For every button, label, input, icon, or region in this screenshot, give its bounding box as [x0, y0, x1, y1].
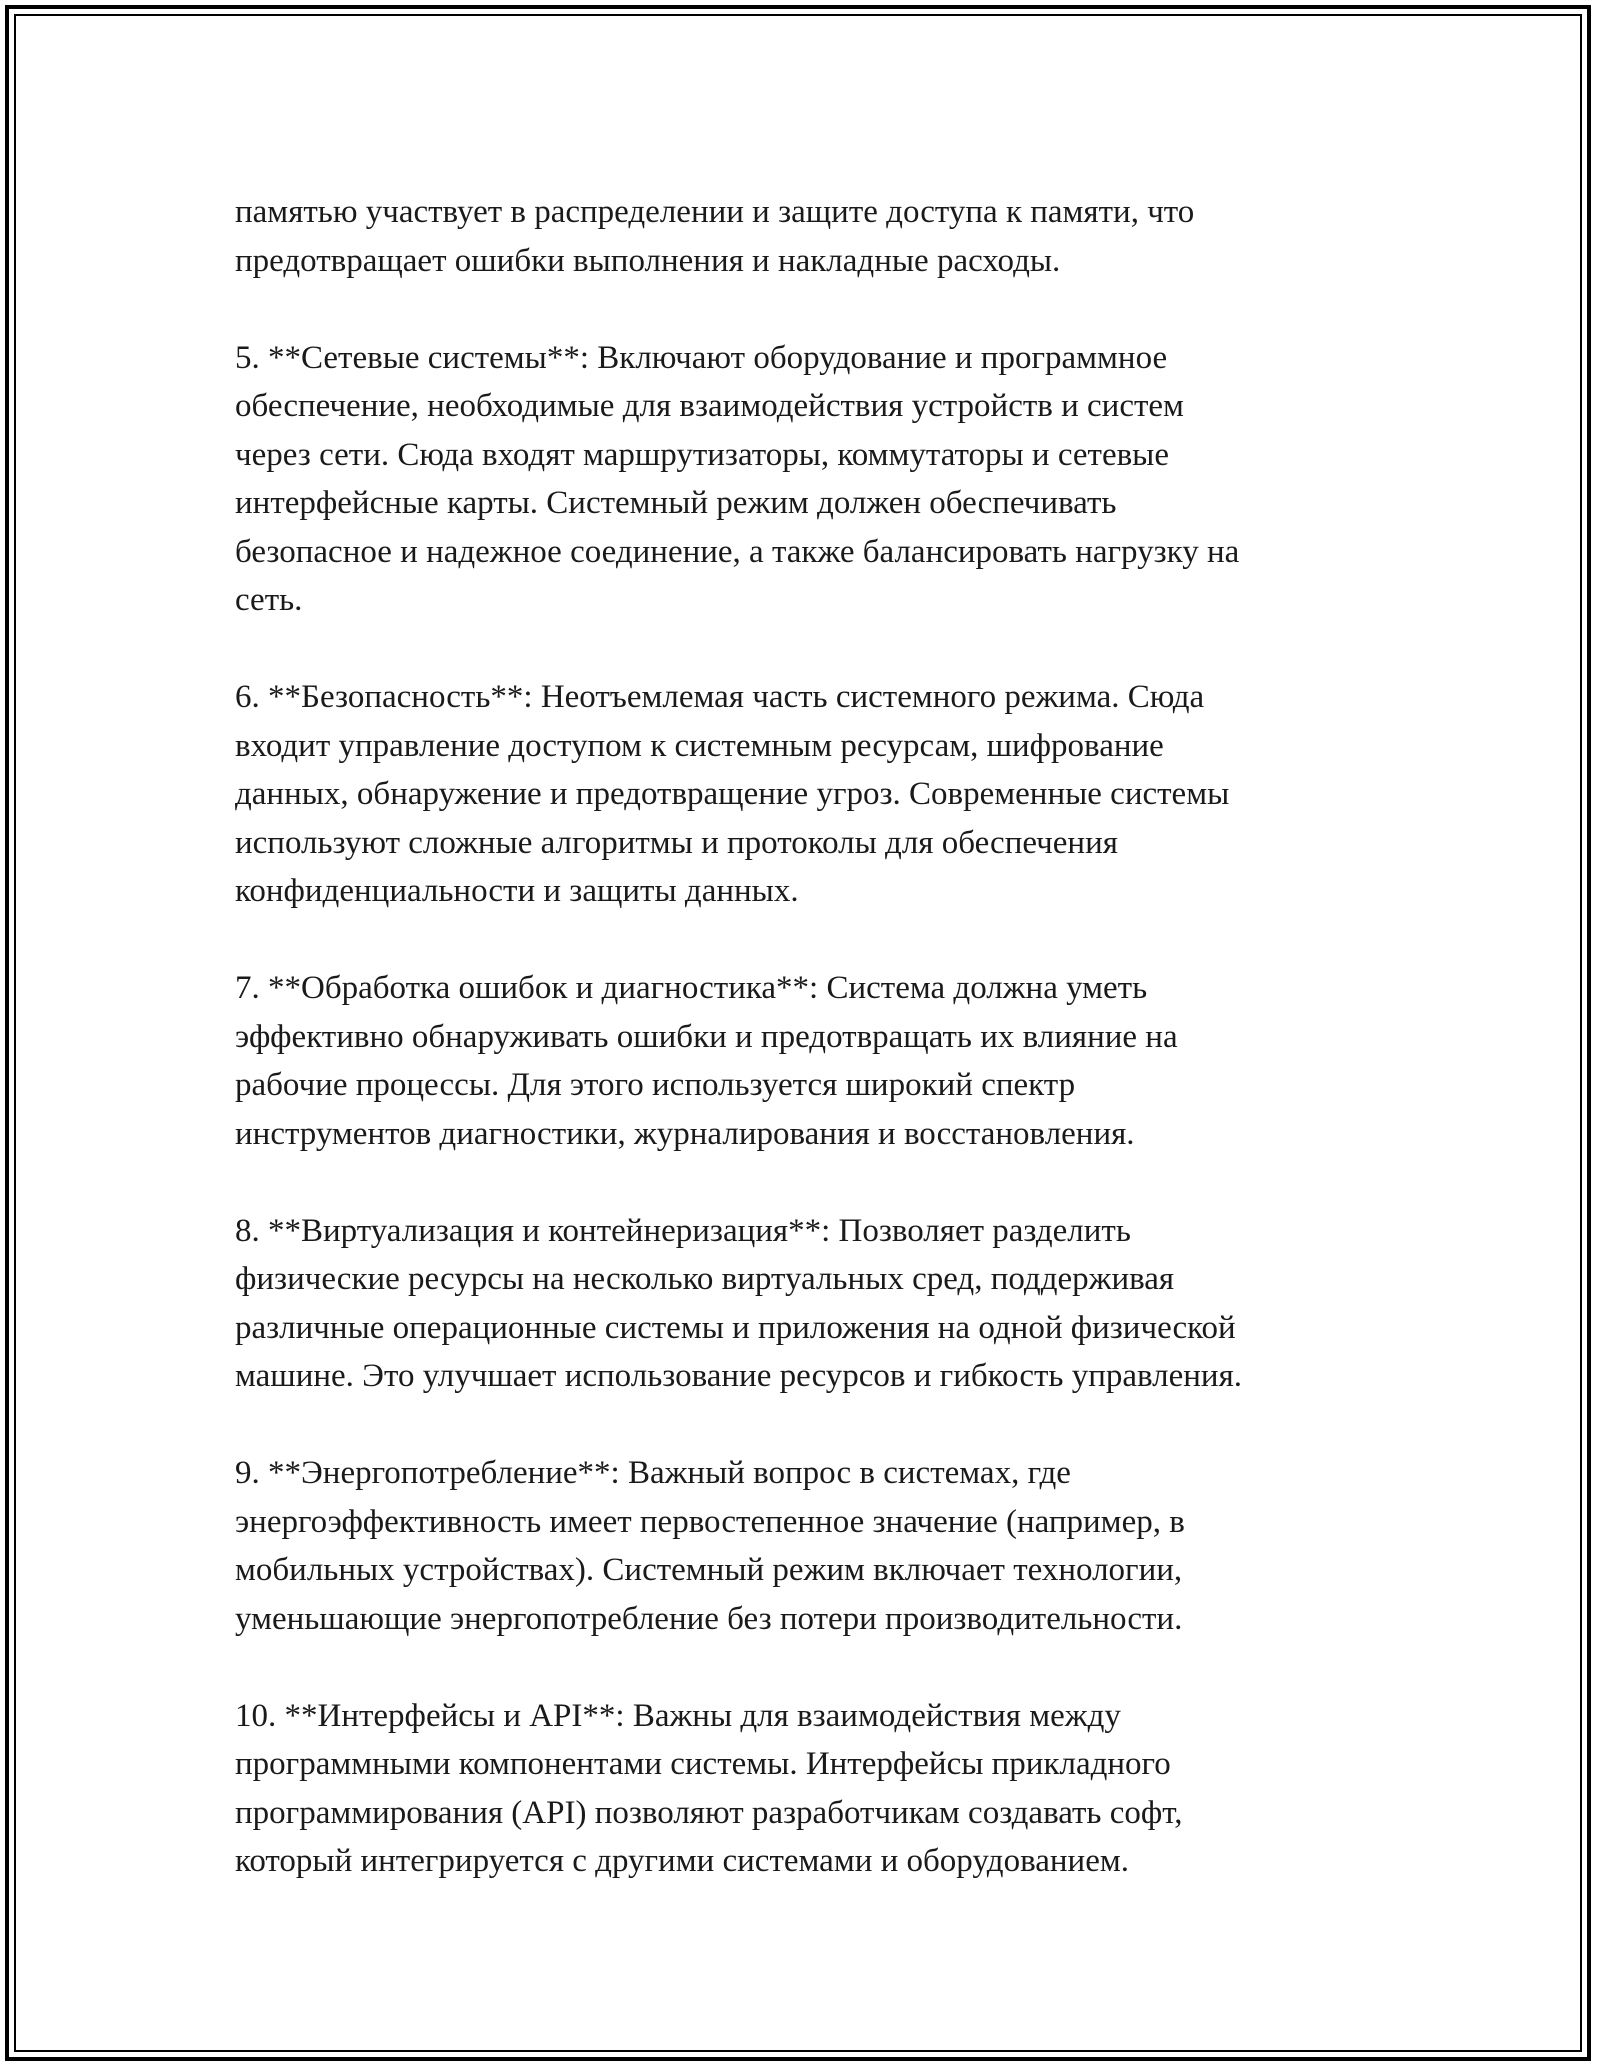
text-line: 6. **Безопасность**: Неотъемлемая часть системного режима. Сюда: [235, 679, 1205, 715]
text-line: энергоэффективность имеет первостепенное значение (например, в: [235, 1503, 1185, 1540]
paragraph-memory-continuation: [235, 188, 1375, 285]
text-line: 10. **Интерфейсы и API**: Важны для взаимодействия между: [235, 1697, 1121, 1734]
paragraph-item-8-virtualization: [235, 1207, 1375, 1401]
text-line: 5. **Сетевые системы**: Включают оборудование и программное: [235, 339, 1168, 376]
paragraph-item-6-security: [235, 673, 1375, 916]
text-line: 8. **Виртуализация и контейнеризация**: Позволяет разделить: [235, 1212, 1131, 1249]
text-line: программирования (API) позволяют разработчикам создавать софт,: [235, 1794, 1183, 1831]
text-line: рабочие процессы. Для этого используется широкий спектр: [235, 1067, 1076, 1103]
paragraph-item-10-api: [235, 1692, 1375, 1886]
paragraph-item-5-network: [235, 334, 1375, 625]
text-line: через сети. Сюда входят маршрутизаторы, коммутаторы и сетевые: [235, 436, 1169, 473]
text-line: машине. Это улучшает использование ресурсов и гибкость управления.: [235, 1358, 1243, 1394]
text-line: интерфейсные карты. Системный режим должен обеспечивать: [235, 485, 1117, 521]
text-line: физические ресурсы на несколько виртуальных сред, поддерживая: [235, 1261, 1175, 1297]
text-line: который интегрируется с другими системами и оборудованием.: [235, 1843, 1129, 1879]
text-line: памятью участвует в распределении и защите доступа к памяти, что: [235, 194, 1195, 230]
text-line: предотвращает ошибки выполнения и накладные расходы.: [235, 242, 1061, 279]
text-line: различные операционные системы и приложения на одной физической: [235, 1309, 1236, 1346]
text-line: инструментов диагностики, журналирования и восстановления.: [235, 1115, 1135, 1152]
document-body: [235, 188, 1375, 1934]
text-line: безопасное и надежное соединение, а также балансировать нагрузку на: [235, 533, 1240, 570]
text-line: обеспечение, необходимые для взаимодействия устройств и систем: [235, 388, 1184, 424]
paragraph-item-7-errors: [235, 964, 1375, 1158]
text-line: 9. **Энергопотребление**: Важный вопрос в системах, где: [235, 1455, 1071, 1491]
text-line: используют сложные алгоритмы и протоколы для обеспечения: [235, 824, 1118, 861]
text-line: мобильных устройствах). Системный режим включает технологии,: [235, 1552, 1183, 1588]
text-line: уменьшающие энергопотребление без потери производительности.: [235, 1600, 1183, 1637]
text-line: программными компонентами системы. Интерфейсы прикладного: [235, 1746, 1171, 1782]
text-line: данных, обнаружение и предотвращение угроз. Современные системы: [235, 776, 1230, 812]
paragraph-item-9-energy: [235, 1449, 1375, 1643]
text-line: входит управление доступом к системным ресурсам, шифрование: [235, 727, 1164, 764]
text-line: сеть.: [235, 582, 303, 618]
text-line: 7. **Обработка ошибок и диагностика**: Система должна уметь: [235, 970, 1148, 1006]
text-line: конфиденциальности и защиты данных.: [235, 873, 799, 909]
text-line: эффективно обнаруживать ошибки и предотвращать их влияние на: [235, 1018, 1178, 1055]
